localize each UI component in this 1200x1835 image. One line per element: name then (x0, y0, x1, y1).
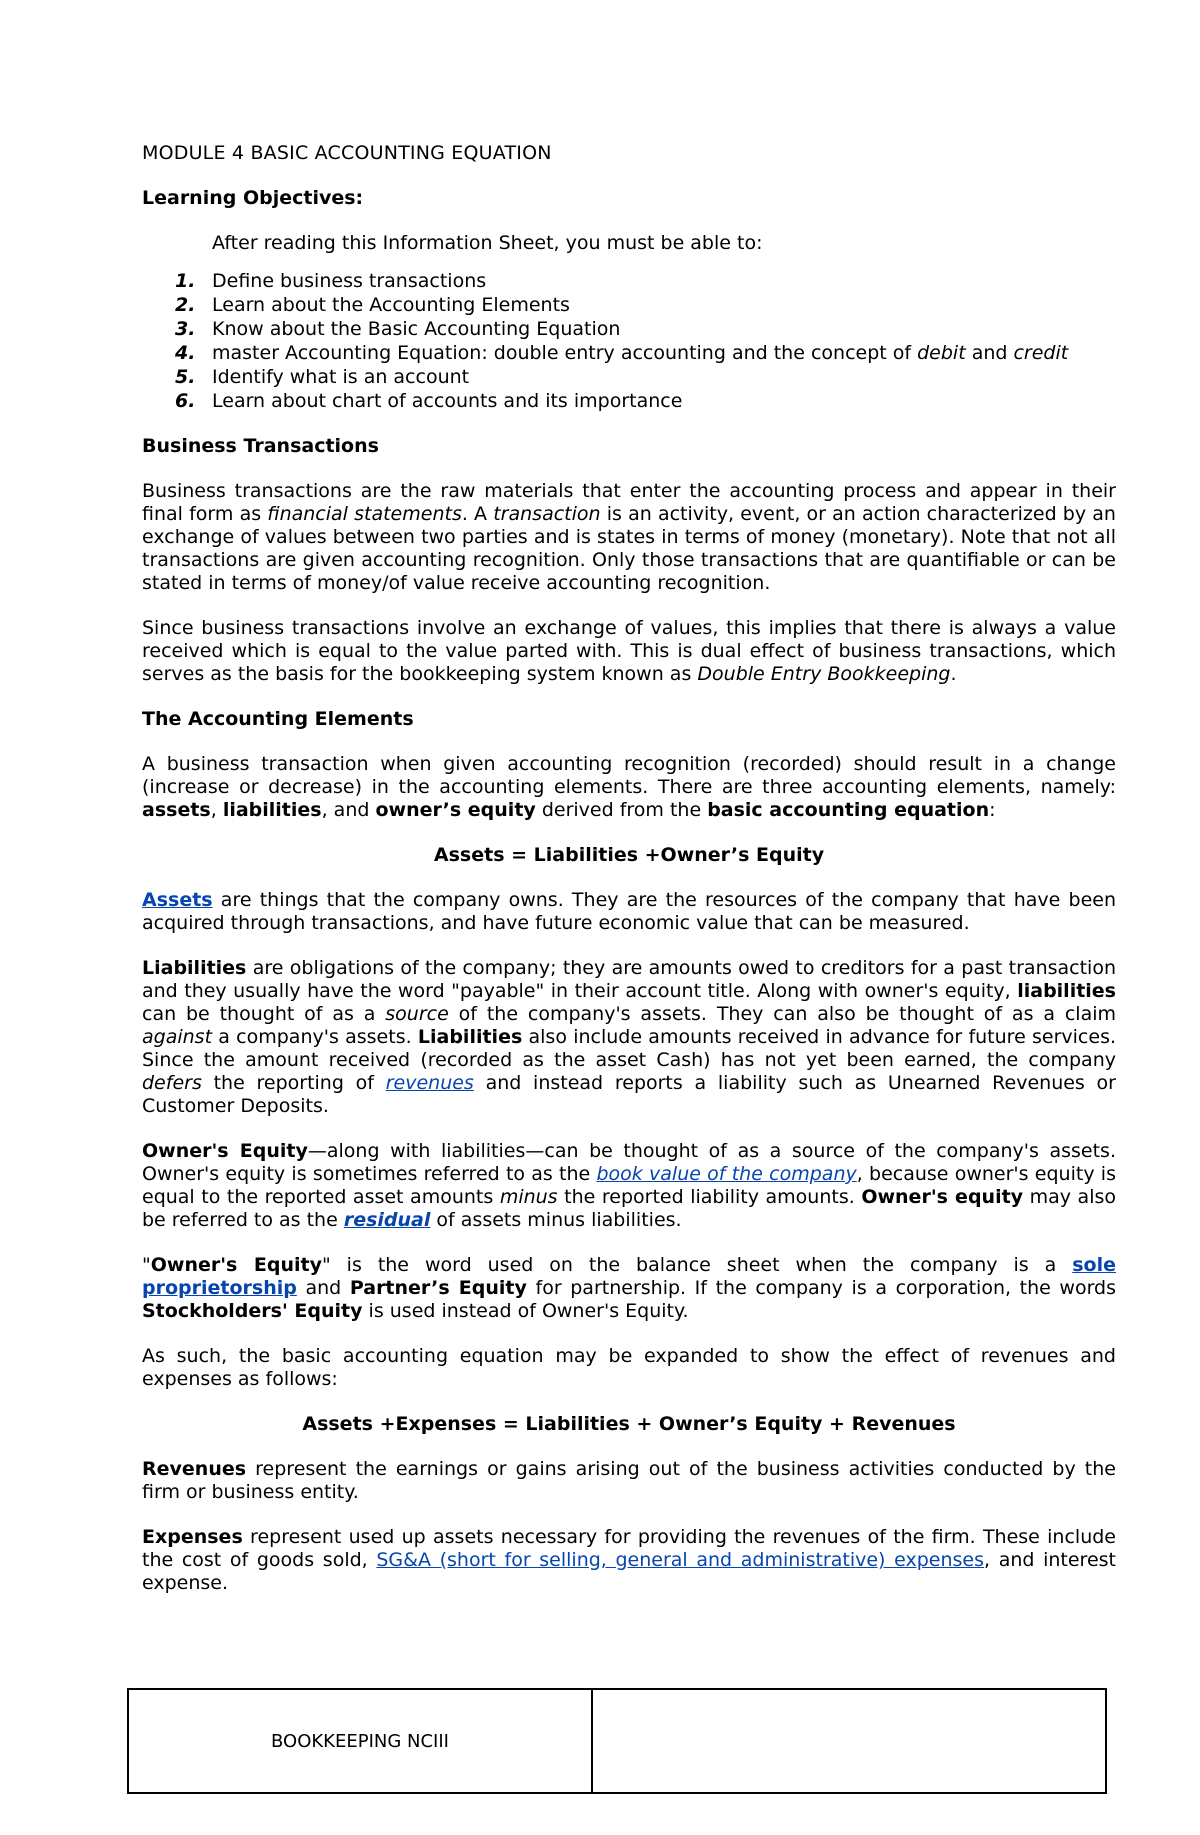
list-text: Know about the Basic Accounting Equation (212, 318, 621, 340)
owners-equity-paragraph: Owner's Equity—along with liabilities—can be thought of as a source of the company's assets. Owner's equity is sometimes referred to as the book value of the company, because owner's equity is equal to the reported asset amounts minus the reported liability amounts. Owner's equity may also be referred to as the residual of assets minus liabilities. (142, 1140, 1116, 1231)
list-text: and (965, 342, 1014, 364)
module-title: MODULE 4 BASIC ACCOUNTING EQUATION (142, 142, 552, 164)
liabilities-paragraph: Liabilities are obligations of the company; they are amounts owed to creditors for a past transaction and they usually have the word "payable" in their account title. Along with owner's equity, liabilities can be thought of as a source of the company's assets. They can also be thought of as a claim against a company's assets. Liabilities also include amounts received in advance for future services. Since the amount received (recorded as the asset Cash) has not yet been earned, the company defers the reporting of revenues and instead reports a liability such as Unearned Revenues or Customer Deposits. (142, 957, 1117, 1117)
list-number: 1. (175, 270, 196, 292)
list-item (142, 365, 1116, 389)
assets-link[interactable]: Assets (142, 889, 213, 911)
list-item (142, 269, 1116, 293)
book-value-link[interactable]: book value of the company (596, 1163, 857, 1185)
learning-objectives-heading: Learning Objectives: (142, 187, 364, 209)
expanded-equation-intro: As such, the basic accounting equation may be expanded to show the effect of revenues and expenses as follows: (142, 1345, 1116, 1390)
revenues-paragraph: Revenues represent the earnings or gains arising out of the business activities conducted by the firm or business entity. (142, 1458, 1116, 1503)
basic-equation: Assets = Liabilities +Owner’s Equity (433, 844, 825, 866)
list-number: 6. (175, 390, 196, 412)
business-transactions-heading: Business Transactions (142, 435, 379, 457)
expenses-paragraph: Expenses represent used up assets necessary for providing the revenues of the firm. These include the cost of goods sold, SG&A (short for selling, general and administrative) expenses, and interest expense. (142, 1526, 1116, 1594)
list-item (142, 293, 1116, 317)
list-text: Learn about the Accounting Elements (212, 294, 570, 316)
revenues-link[interactable]: revenues (385, 1072, 474, 1094)
residual-link[interactable]: residual (343, 1209, 431, 1231)
footer-right-cell (593, 1690, 1105, 1792)
list-item (142, 341, 1116, 365)
list-emphasis: debit (917, 342, 966, 364)
list-item (142, 389, 1116, 413)
list-text: master Accounting Equation: double entry accounting and the concept of (212, 342, 918, 364)
owners-equity-word-paragraph: "Owner's Equity" is the word used on the balance sheet when the company is a sole proprietorship and Partner’s Equity for partnership. If the company is a corporation, the words Stockholders' Equity is used instead of Owner's Equity. (142, 1254, 1117, 1322)
footer-table (127, 1688, 1107, 1794)
list-number: 3. (175, 318, 196, 340)
objectives-intro: After reading this Information Sheet, you must be able to: (212, 232, 763, 254)
list-item (142, 317, 1116, 341)
assets-paragraph: Assets are things that the company owns. They are the resources of the company that have been acquired through transactions, and have future economic value that can be measured. (142, 889, 1116, 934)
list-number: 5. (175, 366, 196, 388)
list-emphasis: credit (1013, 342, 1069, 364)
list-number: 4. (175, 342, 196, 364)
business-transactions-paragraph-1: Business transactions are the raw materials that enter the accounting process and appear in their final form as financial statements. A transaction is an activity, event, or an action characterized by an exchange of values between two parties and is states in terms of money (monetary). Note that not all transactions are given accounting recognition. Only those transactions that are quantifiable or can be stated in terms of money/of value receive accounting recognition. (142, 480, 1116, 594)
expanded-equation: Assets +Expenses = Liabilities + Owner’s Equity + Revenues (302, 1413, 956, 1435)
business-transactions-paragraph-2: Since business transactions involve an exchange of values, this implies that there is always a value received which is equal to the value parted with. This is dual effect of business transactions, which serves as the basis for the bookkeeping system known as Double Entry Bookkeeping. (142, 617, 1116, 685)
list-number: 2. (175, 294, 196, 316)
sole-proprietorship-link[interactable]: sole proprietorship (142, 1254, 1116, 1299)
sga-link[interactable]: SG&A (short for selling, general and administrative) expenses (376, 1549, 984, 1571)
accounting-elements-paragraph: A business transaction when given accounting recognition (recorded) should result in a change (increase or decrease) in the accounting elements. There are three accounting elements, namely: assets, liabilities, and owner’s equity derived from the basic accounting equation: (142, 753, 1116, 821)
footer-left-cell: BOOKKEEPING NCIII (129, 1690, 593, 1792)
document-page (142, 130, 1116, 1595)
list-text: Learn about chart of accounts and its importance (212, 390, 683, 412)
objectives-list (142, 269, 1116, 413)
list-text: Define business transactions (212, 270, 487, 292)
accounting-elements-heading: The Accounting Elements (142, 708, 414, 730)
list-text: Identify what is an account (212, 366, 470, 388)
